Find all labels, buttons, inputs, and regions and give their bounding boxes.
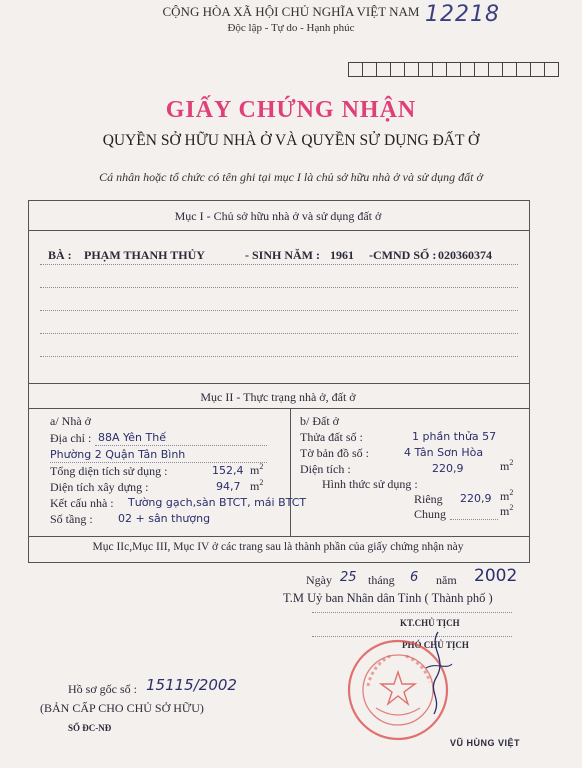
divider	[28, 230, 529, 231]
shared-label: Chung	[414, 507, 447, 521]
form-code: SỐ ĐC-NĐ	[68, 723, 112, 733]
birth-label: - SINH NĂM :	[245, 248, 320, 262]
parcel-label: Thửa đất số :	[300, 430, 363, 444]
use-label: Hình thức sử dụng :	[322, 477, 418, 491]
authority: T.M Uỷ ban Nhân dân Tỉnh ( Thành phố )	[283, 591, 493, 605]
section-note: Mục IIc,Mục III, Mục IV ở các trang sau là thành phần của giấy chứng nhận này	[92, 541, 464, 553]
total-area-label: Tổng diện tích sử dụng :	[50, 464, 168, 478]
month-label: tháng	[368, 573, 395, 587]
parcel-value: 1 phần thửa 57	[412, 430, 497, 443]
house-title: a/ Nhà ở	[50, 414, 91, 428]
certificate-title: GIẤY CHỨNG NHẬN	[165, 97, 417, 123]
month-value: 6	[410, 570, 419, 585]
unit-m2: $m^2$	[250, 462, 264, 477]
structure-label: Kết cấu nhà :	[50, 496, 114, 510]
file-number: 15115/2002	[146, 676, 237, 694]
unit-m2: $m^2$	[250, 478, 264, 493]
day-label: Ngày	[306, 573, 332, 587]
dotted-line	[450, 519, 498, 520]
dotted-line	[40, 264, 518, 265]
divider	[28, 383, 529, 384]
dotted-line	[50, 462, 267, 463]
year-label: năm	[436, 573, 457, 587]
build-area-label: Diện tích xây dựng :	[50, 480, 149, 494]
signature-icon	[408, 628, 468, 718]
private-value: 220,9	[460, 492, 492, 505]
area-value: 220,9	[432, 462, 464, 475]
on-behalf-label: KT.CHỦ TỊCH	[400, 618, 460, 628]
dotted-line	[312, 612, 512, 613]
day-value: 25	[340, 570, 357, 585]
dotted-line	[40, 287, 518, 288]
position-label: PHÓ CHỦ TỊCH	[402, 640, 469, 650]
owner-name: PHẠM THANH THỦY	[84, 248, 205, 262]
dotted-line	[40, 333, 518, 334]
floors-value: 02 + sân thượng	[118, 512, 211, 525]
file-label: Hồ sơ gốc số :	[68, 682, 138, 696]
id-label: -CMND SỐ :	[369, 248, 437, 262]
signer-name: VŨ HÙNG VIỆT	[450, 738, 521, 748]
structure-value: Tường gạch,sàn BTCT, mái BTCT	[128, 496, 307, 509]
map-value: 4 Tân Sơn Hòa	[404, 446, 484, 459]
map-label: Tờ bản đồ số :	[300, 446, 370, 460]
section2-heading: Mục II - Thực trạng nhà ở, đất ở	[200, 390, 356, 404]
motto: Độc lập - Tự do - Hạnh phúc	[227, 22, 355, 34]
unit-m2: $m^2$	[500, 503, 514, 518]
area-label: Diện tích :	[300, 462, 351, 476]
owner-prefix: BÀ :	[48, 248, 72, 262]
divider	[28, 408, 529, 409]
handwritten-number: 12218	[425, 2, 500, 27]
total-area-value: 152,4	[212, 464, 244, 477]
copy-note: (BẢN CẤP CHO CHỦ SỞ HỮU)	[40, 701, 204, 715]
column-divider	[290, 408, 291, 536]
private-label: Riêng	[414, 492, 443, 506]
section1-heading: Mục I - Chủ sở hữu nhà ở và sử dụng đất ở	[174, 209, 382, 223]
unit-m2: $m^2$	[500, 458, 514, 473]
intro-text: Cá nhân hoặc tổ chức có tên ghi tại mục I là chủ sở hữu nhà ở và sử dụng đất ở	[99, 170, 483, 184]
build-area-value: 94,7	[216, 480, 241, 493]
dotted-line	[40, 310, 518, 311]
republic-header: CỘNG HÒA XÃ HỘI CHỦ NGHĨA VIỆT NAM	[162, 4, 420, 19]
unit-m2: $m^2$	[500, 488, 514, 503]
year-value: 2002	[474, 566, 518, 586]
address-label: Địa chỉ :	[50, 431, 92, 445]
floors-label: Số tầng :	[50, 512, 93, 526]
divider	[28, 536, 529, 537]
id-number: 020360374	[438, 248, 492, 262]
address-line1: 88A Yên Thế	[98, 431, 166, 444]
serial-number-boxes	[348, 62, 558, 81]
birth-year: 1961	[330, 248, 354, 262]
dotted-line	[95, 445, 267, 446]
address-line2: Phường 2 Quận Tân Bình	[50, 448, 186, 461]
certificate-subtitle: QUYỀN SỞ HỮU NHÀ Ở VÀ QUYỀN SỬ DỤNG ĐẤT Ở	[102, 132, 480, 149]
land-title: b/ Đất ở	[300, 414, 340, 428]
dotted-line	[40, 356, 518, 357]
